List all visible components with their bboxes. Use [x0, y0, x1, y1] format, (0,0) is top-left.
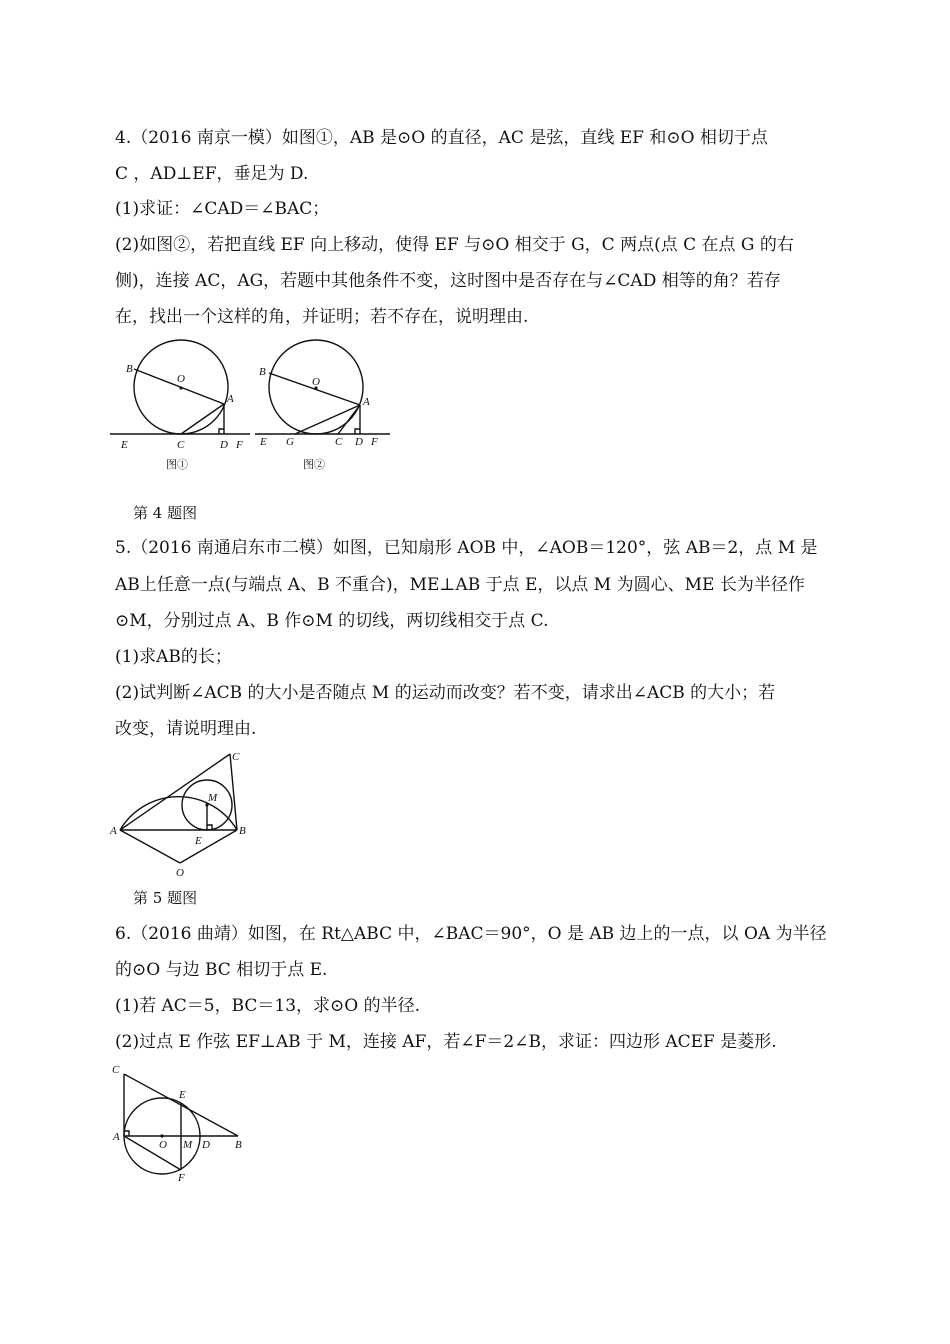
point-E: E	[260, 436, 267, 448]
p6-figure	[110, 1060, 260, 1190]
p4-caption: 第 4 题图	[133, 504, 198, 522]
point-C: C	[335, 436, 343, 448]
point-F: F	[178, 1172, 185, 1184]
point-O: O	[312, 376, 320, 388]
point-F: F	[236, 439, 243, 451]
p4-line-4: (2)如图②，若把直线 EF 向上移动，使得 EF 与⊙O 相交于 G，C 两点(点 C 在点 G 的右	[115, 235, 794, 255]
p4-line-3: (1)求证：∠CAD＝∠BAC；	[115, 199, 330, 219]
point-E: E	[179, 1089, 186, 1101]
point-M: M	[183, 1139, 193, 1151]
point-O: O	[159, 1139, 167, 1151]
point-D: D	[355, 436, 363, 448]
point-B: B	[239, 825, 246, 837]
point-A: A	[110, 825, 117, 837]
p5-caption: 第 5 题图	[133, 889, 198, 907]
p5-line-6: 改变，请说明理由.	[115, 719, 257, 739]
point-M: M	[208, 792, 218, 804]
point-C: C	[177, 439, 185, 451]
p4-line-5: 侧)，连接 AC，AG，若题中其他条件不变，这时图中是否存在与∠CAD 相等的角？若存	[115, 271, 781, 291]
point-B: B	[126, 363, 133, 375]
p5-line-5: (2)试判断∠ACB 的大小是否随点 M 的运动而改变？若不变，请求出∠ACB 的大小；若	[115, 683, 776, 703]
point-O: O	[176, 867, 184, 879]
point-A: A	[363, 396, 370, 408]
p6-line-1: 6.（2016 曲靖）如图，在 Rt△ABC 中，∠BAC＝90°，O 是 AB 边上的一点，以 OA 为半径	[115, 924, 827, 944]
p4-line-6: 在，找出一个这样的角，并证明；若不存在，说明理由.	[115, 307, 529, 327]
p6-line-2: 的⊙O 与边 BC 相切于点 E.	[115, 960, 328, 980]
point-B: B	[259, 366, 266, 378]
point-B: B	[235, 1139, 242, 1151]
point-F: F	[371, 436, 378, 448]
p5-line-3: ⊙M，分别过点 A、B 作⊙M 的切线，两切线相交于点 C.	[115, 611, 549, 631]
point-C: C	[112, 1064, 120, 1076]
p6-line-3: (1)若 AC＝5，BC＝13，求⊙O 的半径.	[115, 996, 421, 1016]
p4-line-2: C ，AD⊥EF，垂足为 D.	[115, 164, 309, 184]
p5-line-1: 5.（2016 南通启东市二模）如图，已知扇形 AOB 中，∠AOB＝120°，弦 AB＝2，点 M 是	[115, 538, 818, 558]
p4-figure-2	[255, 335, 395, 475]
point-A: A	[113, 1131, 120, 1143]
figure-label: 图②	[303, 459, 325, 471]
point-G: G	[286, 436, 294, 448]
p6-line-4: (2)过点 E 作弦 EF⊥AB 于 M，连接 AF，若∠F＝2∠B，求证：四边形 ACEF 是菱形.	[115, 1032, 777, 1052]
p5-line-4: (1)求AB的长；	[115, 647, 232, 667]
point-A: A	[227, 393, 234, 405]
p5-line-2: AB上任意一点(与端点 A、B 不重合)，ME⊥AB 于点 E，以点 M 为圆心、ME 长为半径作	[115, 575, 805, 595]
point-E: E	[121, 439, 128, 451]
p4-figure-1	[110, 335, 250, 475]
p4-line-1: 4.（2016 南京一模）如图①，AB 是⊙O 的直径，AC 是弦，直线 EF 和⊙O 相切于点	[115, 128, 768, 148]
point-D: D	[202, 1139, 210, 1151]
point-C: C	[232, 751, 240, 763]
point-O: O	[177, 373, 185, 385]
figure-label: 图①	[166, 459, 188, 471]
point-D: D	[220, 439, 228, 451]
p5-figure	[110, 748, 260, 883]
point-E: E	[195, 835, 202, 847]
